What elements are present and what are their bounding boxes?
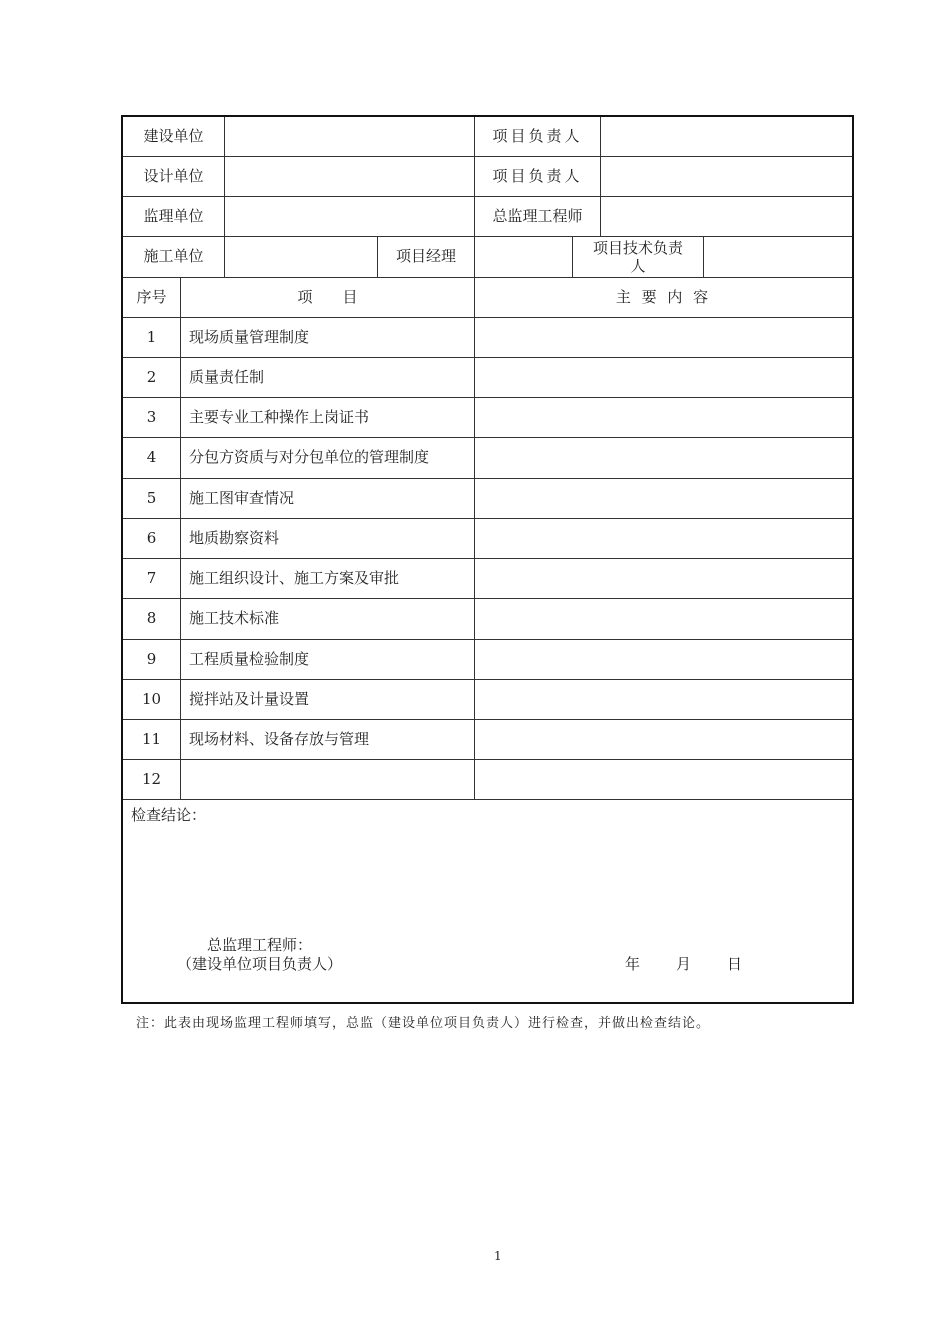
item-content-field[interactable] (475, 720, 852, 759)
footnote: 注：此表由现场监理工程师填写，总监（建设单位项目负责人）进行检查，并做出检查结论。 (136, 1016, 711, 1031)
item-name: 施工图审查情况 (189, 488, 295, 507)
label-chief-supervisor: 总监理工程师 (492, 206, 583, 225)
item-no: 3 (146, 407, 157, 426)
item-content-field[interactable] (475, 519, 852, 558)
item-name: 工程质量检验制度 (189, 649, 310, 668)
date-day-label: 日 (727, 955, 743, 973)
conclusion-area[interactable] (123, 800, 852, 1002)
item-content-field[interactable] (475, 680, 852, 719)
column-header-no: 序号 (136, 287, 167, 306)
chief-supervisor-field[interactable] (601, 197, 852, 236)
item-content-field[interactable] (475, 599, 852, 639)
item-name: 分包方资质与对分包单位的管理制度 (189, 448, 430, 467)
item-name-field[interactable] (181, 760, 474, 799)
item-no: 6 (146, 528, 157, 547)
label-tech-lead (573, 237, 703, 277)
item-name: 地质勘察资料 (189, 528, 280, 547)
item-no: 7 (146, 568, 157, 587)
item-no: 11 (141, 729, 162, 748)
column-header-item: 项 目 (297, 287, 358, 306)
item-no: 5 (146, 488, 157, 507)
design-unit-field[interactable] (225, 157, 474, 196)
construction-unit-field[interactable] (225, 237, 377, 277)
label-project-lead: 项目负责人 (492, 126, 583, 145)
item-name: 施工组织设计、施工方案及审批 (189, 568, 400, 587)
builder-project-lead-field[interactable] (601, 117, 852, 156)
item-name: 现场材料、设备存放与管理 (189, 729, 370, 748)
builder-lead-signature-label: （建设单位项目负责人） (177, 955, 343, 973)
item-content-field[interactable] (475, 438, 852, 478)
project-manager-field[interactable] (475, 237, 572, 277)
item-name: 主要专业工种操作上岗证书 (189, 407, 370, 426)
item-content-field[interactable] (475, 559, 852, 598)
item-name: 现场质量管理制度 (189, 327, 310, 346)
item-content-field[interactable] (475, 358, 852, 397)
label-project-manager: 项目经理 (395, 247, 456, 266)
item-content-field[interactable] (475, 479, 852, 518)
tech-lead-label-line1: 项目技术负责 (592, 239, 683, 257)
label-design-unit: 设计单位 (143, 166, 204, 185)
conclusion-label: 检查结论： (131, 806, 207, 824)
item-content-field[interactable] (475, 640, 852, 679)
label-construction-unit: 施工单位 (143, 247, 204, 266)
item-name: 搅拌站及计量设置 (189, 689, 310, 708)
tech-lead-field[interactable] (704, 237, 852, 277)
item-no: 12 (141, 769, 162, 788)
item-no: 1 (146, 327, 157, 346)
label-supervision-unit: 监理单位 (143, 206, 204, 225)
tech-lead-label-line2: 人 (630, 257, 646, 275)
item-no: 4 (146, 448, 157, 467)
item-name: 质量责任制 (189, 367, 265, 386)
column-header-content: 主 要 内 容 (615, 287, 712, 306)
design-project-lead-field[interactable] (601, 157, 852, 196)
label-project-lead: 项目负责人 (492, 166, 583, 185)
item-no: 10 (141, 689, 162, 708)
builder-unit-field[interactable] (225, 117, 474, 156)
item-content-field[interactable] (475, 760, 852, 799)
page-number: 1 (494, 1249, 502, 1263)
supervision-unit-field[interactable] (225, 197, 474, 236)
item-no: 2 (146, 367, 157, 386)
label-builder-unit: 建设单位 (143, 126, 204, 145)
inspection-table (121, 115, 854, 1004)
chief-supervisor-signature-label: 总监理工程师： (207, 936, 313, 954)
date-month-label: 月 (676, 955, 692, 973)
item-name: 施工技术标准 (189, 609, 280, 628)
item-no: 9 (146, 649, 157, 668)
item-content-field[interactable] (475, 318, 852, 357)
item-content-field[interactable] (475, 398, 852, 437)
item-no: 8 (146, 609, 157, 628)
date-year-label: 年 (625, 955, 641, 973)
